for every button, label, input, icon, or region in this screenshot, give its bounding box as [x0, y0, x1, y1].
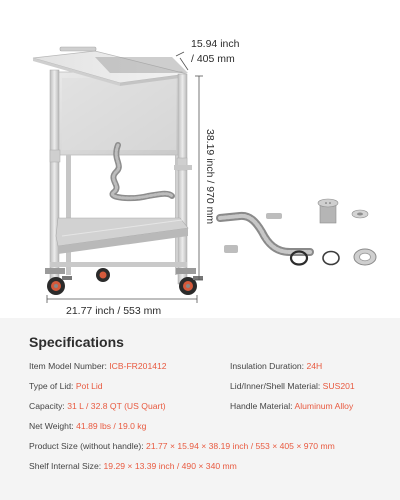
- height-dimension: 38.19 inch / 970 mm: [204, 129, 216, 225]
- spec-shelf-size: [29, 461, 237, 471]
- spec-label: Item Model Number:: [29, 361, 107, 371]
- spec-net-weight: [29, 421, 146, 431]
- spec-value: 41.89 lbs / 19.0 kg: [76, 421, 147, 431]
- depth-dimension-line1: 15.94 inch: [191, 38, 240, 50]
- spec-value: 31 L / 32.8 QT (US Quart): [67, 401, 166, 411]
- spec-product-size: [29, 441, 335, 451]
- spec-value: 21.77 × 15.94 × 38.19 inch / 553 × 405 × 970 mm: [146, 441, 335, 451]
- spec-value: Aluminum Alloy: [294, 401, 354, 411]
- spec-label: Type of Lid:: [29, 381, 74, 391]
- spec-value: Pot Lid: [75, 381, 103, 391]
- spec-label: Lid/Inner/Shell Material:: [230, 381, 321, 391]
- spec-value: 19.29 × 13.39 inch / 490 × 340 mm: [103, 461, 237, 471]
- spec-material: [230, 381, 355, 391]
- spec-lid-type: [29, 381, 103, 391]
- spec-value: SUS201: [322, 381, 355, 391]
- spec-label: Handle Material:: [230, 401, 293, 411]
- drain-hose-icon: [220, 213, 310, 253]
- wheel-back: [96, 268, 110, 282]
- depth-dimension-line2: / 405 mm: [191, 53, 235, 65]
- spec-value: ICB-FR201412: [109, 361, 167, 371]
- specifications-title: Specifications: [29, 334, 124, 350]
- spec-label: Product Size (without handle):: [29, 441, 144, 451]
- spec-capacity: [29, 401, 166, 411]
- spec-label: Insulation Duration:: [230, 361, 305, 371]
- spec-handle-material: [230, 401, 353, 411]
- drain-strainer-icon: [318, 199, 368, 223]
- spec-label: Net Weight:: [29, 421, 74, 431]
- spec-value: 24H: [306, 361, 323, 371]
- specifications-panel: [0, 318, 400, 500]
- spec-label: Shelf Internal Size:: [29, 461, 102, 471]
- width-dimension: 21.77 inch / 553 mm: [66, 305, 162, 317]
- spec-insulation-duration: [230, 361, 322, 371]
- metal-ring-icon: [354, 249, 376, 265]
- spec-label: Capacity:: [29, 401, 65, 411]
- spec-model-number: [29, 361, 167, 371]
